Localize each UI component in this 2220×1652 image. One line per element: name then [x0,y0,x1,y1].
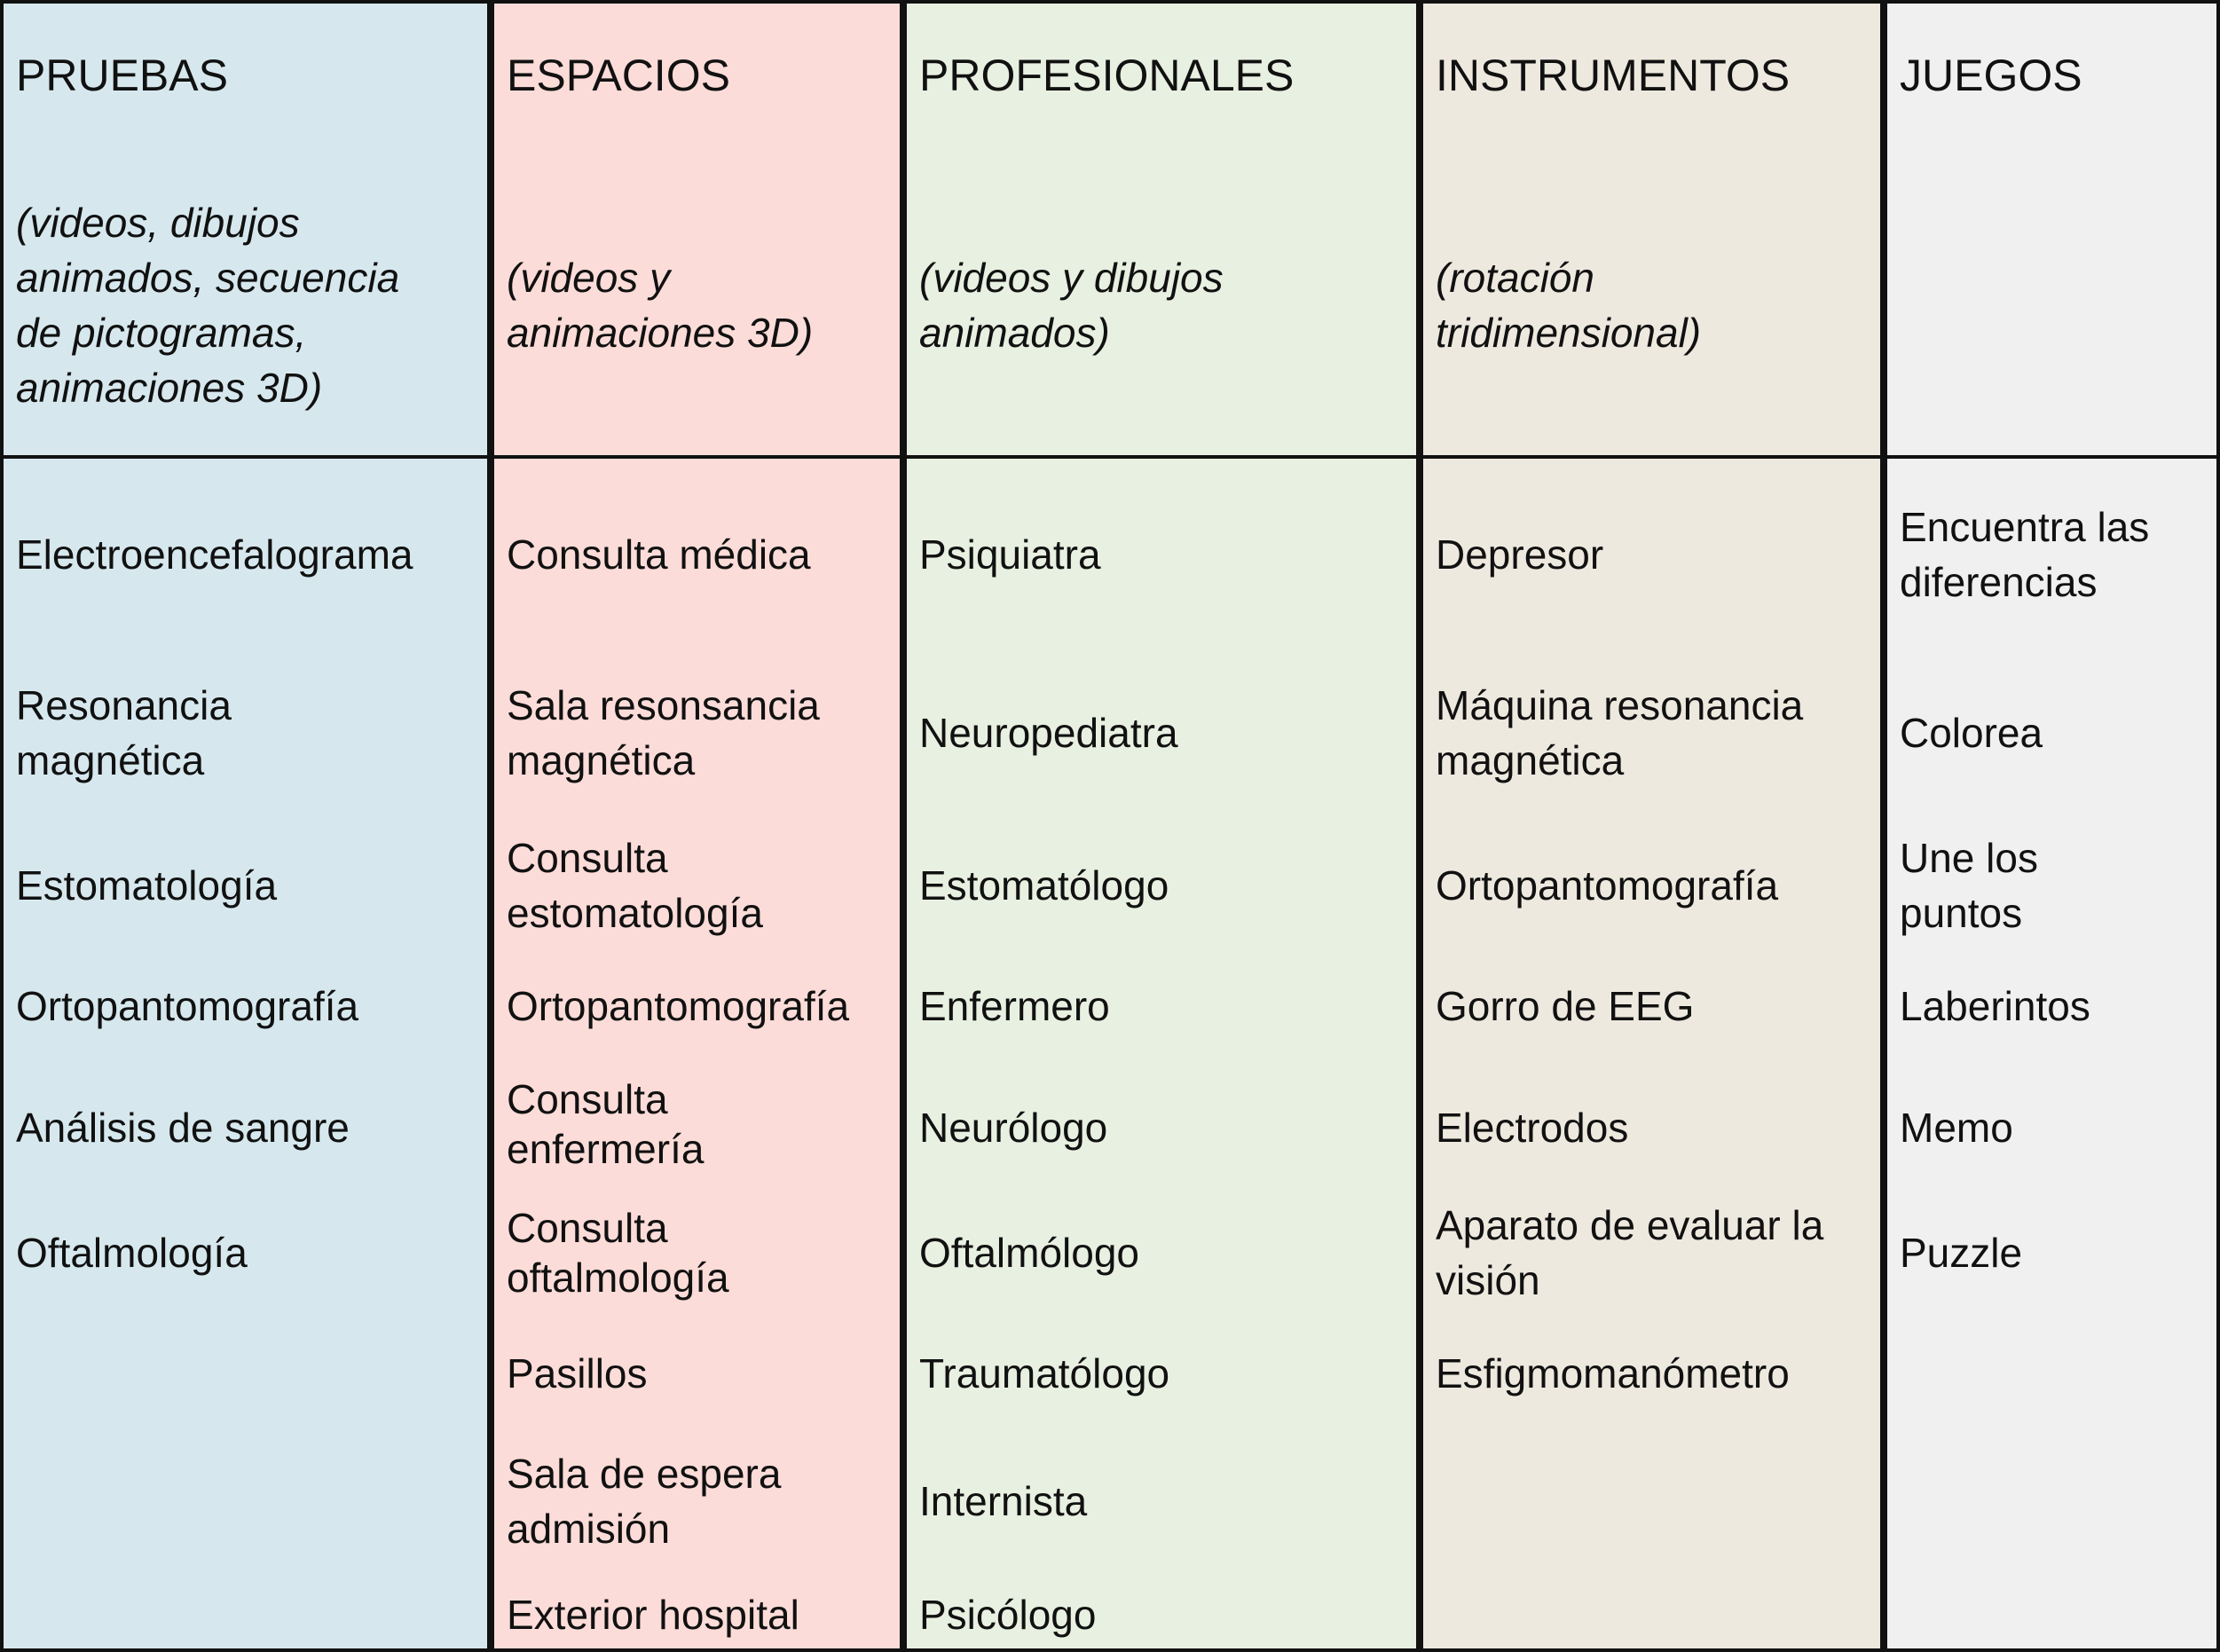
list-item: Exterior hospital [507,1592,799,1638]
list-item: Esfigmomanómetro [1436,1350,1790,1396]
list-item: Oftalmología [16,1230,248,1276]
column-header: ESPACIOS [507,51,730,100]
list-item: Puzzle [1900,1230,2023,1276]
list-item: Traumatólogo [919,1350,1170,1396]
list-item: Gorro de EEG [1436,983,1695,1029]
list-item: Une los puntos [1900,835,2038,936]
list-item: Máquina resonancia magnética [1436,682,1804,783]
column-header: INSTRUMENTOS [1436,51,1791,100]
list-item: Ortopantomografía [507,983,850,1029]
list-item: Estomatólogo [919,862,1169,909]
list-item: Memo [1900,1105,2013,1151]
column-juegos [1884,0,2220,1652]
column-instrumentos [1420,0,1884,1652]
list-item: Sala resonsancia magnética [507,682,820,783]
column-subtitle: (rotación tridimensional) [1436,255,1702,356]
list-item: Aparato de evaluar la visión [1436,1202,1824,1303]
list-item: Pasillos [507,1350,648,1396]
column-profesionales [903,0,1420,1652]
column-espacios [491,0,903,1652]
list-item: Consulta enfermería [507,1076,705,1172]
list-item: Neuropediatra [919,710,1178,756]
list-item: Internista [919,1478,1088,1524]
list-item: Neurólogo [919,1105,1108,1151]
column-subtitle: (videos, dibujos animados, secuencia de pictogramas, animaciones 3D) [16,200,400,411]
column-subtitle: (videos y animaciones 3D) [507,255,814,356]
header-divider [0,455,2220,459]
list-item: Consulta oftalmología [507,1205,729,1301]
column-subtitle: (videos y dibujos animados) [919,255,1224,356]
list-item: Psiquiatra [919,531,1101,578]
list-item: Oftalmólogo [919,1230,1140,1276]
list-item: Electroencefalograma [16,531,413,578]
list-item: Colorea [1900,710,2043,756]
list-item: Estomatología [16,862,278,909]
list-item: Electrodos [1436,1105,1629,1151]
list-item: Encuentra las diferencias [1900,504,2150,605]
column-header: PRUEBAS [16,51,228,100]
list-item: Ortopantomografía [1436,862,1779,909]
list-item: Consulta médica [507,531,811,578]
column-header: PROFESIONALES [919,51,1295,100]
list-item: Depresor [1436,531,1604,578]
column-header: JUEGOS [1900,51,2082,100]
list-item: Laberintos [1900,983,2090,1029]
list-item: Psicólogo [919,1592,1097,1638]
list-item: Enfermero [919,983,1110,1029]
list-item: Análisis de sangre [16,1105,350,1151]
list-item: Ortopantomografía [16,983,359,1029]
list-item: Sala de espera admisión [507,1451,782,1552]
list-item: Resonancia magnética [16,682,232,783]
list-item: Consulta estomatología [507,835,763,936]
column-pruebas [0,0,491,1652]
